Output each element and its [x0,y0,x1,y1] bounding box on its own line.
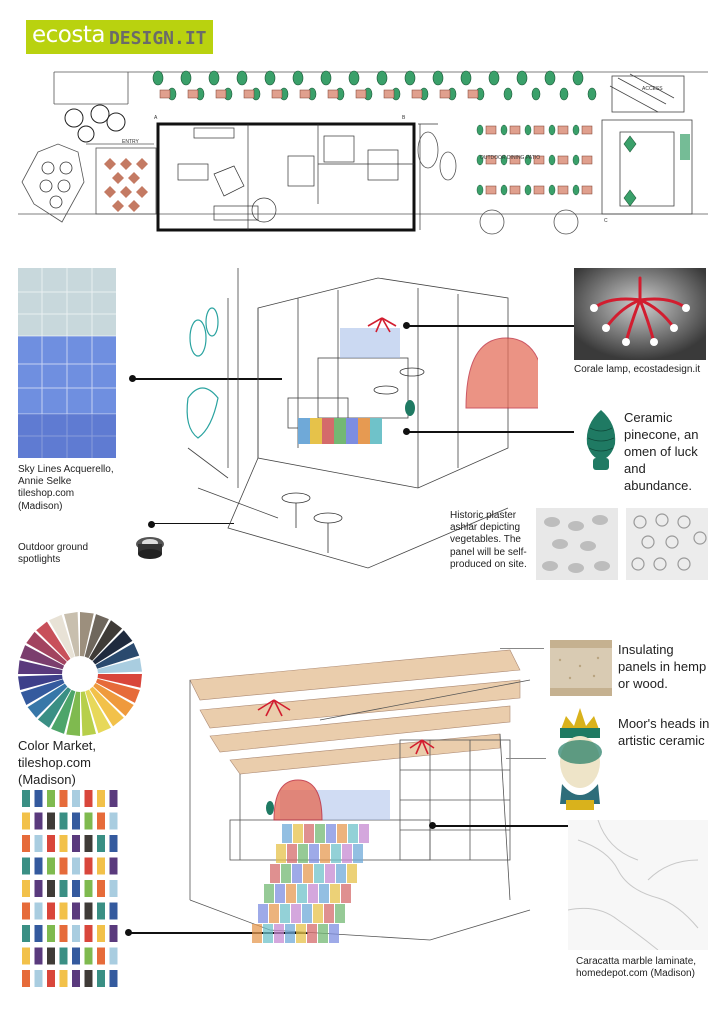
color-tile [22,858,30,875]
color-market-wheel [16,610,144,738]
sky-lines-tile-swatch [18,268,116,458]
tree-icon [549,125,555,135]
tree-icon [549,185,555,195]
color-tile [85,970,93,987]
floor-tile [274,924,284,943]
plan-label-access: ACCESS [642,86,663,92]
plaster-panel-photo-1 [536,508,618,580]
floor-tile [308,884,318,903]
leader-dot-pinecone [403,428,410,435]
spotlight-icon [134,534,168,564]
color-tile [72,970,80,987]
plan-marker-b: B [402,115,406,121]
floor-tile [336,864,346,883]
dining-table-icon [582,156,592,164]
color-tile [22,790,30,807]
color-tile [22,880,30,897]
dining-table-icon [300,90,310,98]
floor-tile [270,864,280,883]
tree-icon [588,88,596,100]
color-tile [97,948,105,965]
leader-dot-lamp [403,322,410,329]
leader-dot-marble [429,822,436,829]
tree-icon [549,155,555,165]
insulating-panel-photo [550,640,612,696]
tree-icon [265,71,275,85]
dining-table-icon [356,90,366,98]
color-market-tile-pattern [18,786,122,992]
tree-icon [545,71,555,85]
color-tile [110,813,118,830]
floor-tile [329,924,339,943]
leader-moor [506,758,546,759]
color-tile [47,858,55,875]
color-tile [110,948,118,965]
tree-icon [349,71,359,85]
floor-tile [348,824,358,843]
brand-logo [26,20,213,54]
color-tile [85,948,93,965]
plaster-panel-photo-2 [626,508,708,580]
floor-tile [263,924,273,943]
color-tile [35,948,43,965]
floor-tile [325,864,335,883]
dining-table-icon [582,126,592,134]
tree-icon [501,185,507,195]
color-tile [85,903,93,920]
color-tile [35,970,43,987]
floor-tile [307,924,317,943]
dining-table-icon [486,126,496,134]
color-tile [110,925,118,942]
floor-tile [286,884,296,903]
color-tile [47,813,55,830]
floor-tile [282,824,292,843]
tree-icon [501,125,507,135]
floor-tile [298,844,308,863]
color-tile [85,858,93,875]
color-tile [97,835,105,852]
tree-icon [477,125,483,135]
color-tile [60,970,68,987]
color-tile [47,970,55,987]
dining-table-icon [188,90,198,98]
color-tile [97,925,105,942]
caption-insulating: Insulating panels in hemp or wood. [618,642,707,691]
color-tile [72,790,80,807]
tree-icon [405,71,415,85]
color-tile [72,813,80,830]
tree-icon [525,125,531,135]
caption-color-market: Color Market, tileshop.com (Madison) [18,738,97,787]
floor-tile [287,844,297,863]
caption-moor: Moor's heads in artistic ceramic [618,716,710,748]
color-tile [22,948,30,965]
floor-tile [276,844,286,863]
dining-table-icon [510,126,520,134]
color-tile [35,835,43,852]
floor-tile [330,884,340,903]
color-tile [110,970,118,987]
floor-tile [281,864,291,883]
tree-icon [532,88,540,100]
wheel-center [64,658,96,690]
floor-tile [292,864,302,883]
caption-plaster: Historic plaster ashlar depicting vegetables. The panel will be self-produced on site. [450,510,527,570]
tree-icon [573,71,583,85]
dining-table-icon [558,126,568,134]
color-tile [97,858,105,875]
floor-tile [320,844,330,863]
color-tile [22,970,30,987]
caption-lamp: Corale lamp, ecostadesign.it [574,364,701,375]
dining-table-icon [486,186,496,194]
color-tile [110,790,118,807]
tree-icon [489,71,499,85]
dining-table-icon [412,90,422,98]
color-tile [97,903,105,920]
logo-text-secondary: DESIGN.IT [109,20,213,54]
color-tile [47,925,55,942]
color-tile [60,813,68,830]
color-tile [85,835,93,852]
floor-tile [324,904,334,923]
color-tile [72,903,80,920]
floor-tile [314,864,324,883]
color-tile [110,858,118,875]
dining-table-icon [558,186,568,194]
floor-tile [258,904,268,923]
color-tile [47,903,55,920]
dining-table-icon [534,126,544,134]
tree-icon [209,71,219,85]
color-tile [60,925,68,942]
caption-pinecone: Ceramic pinecone, an omen of luck and abundance. [624,410,699,493]
floor-tile [359,824,369,843]
tree-icon [517,71,527,85]
color-tile [35,790,43,807]
color-tile [22,813,30,830]
color-tile [35,880,43,897]
floor-tile [318,924,328,943]
color-tile [85,813,93,830]
color-tile [110,903,118,920]
logo-text-primary: ecosta [26,20,109,54]
moors-head-photo [548,704,612,812]
color-tile [72,835,80,852]
floor-tile [353,844,363,863]
color-tile [22,925,30,942]
floor-tile [296,924,306,943]
color-tile [60,948,68,965]
floor-tile [302,904,312,923]
marble-laminate-photo [568,820,708,950]
floor-tile [315,824,325,843]
color-tile [47,880,55,897]
tree-icon [433,71,443,85]
floor-tile [280,904,290,923]
leader-insulating [500,648,544,649]
color-tile [110,880,118,897]
caption-marble: Caracatta marble laminate, homedepot.com (Madison) [576,956,697,980]
color-tile [85,925,93,942]
tree-icon [504,88,512,100]
color-tile [85,790,93,807]
dining-table-icon [558,156,568,164]
color-tile [47,835,55,852]
tree-icon [153,71,163,85]
floor-tile [326,824,336,843]
color-tile [60,880,68,897]
color-tile [60,835,68,852]
floor-tile [331,844,341,863]
tree-icon [477,185,483,195]
plan-marker-a: A [154,115,158,121]
tree-icon [181,71,191,85]
dining-table-icon [272,90,282,98]
floor-plan [18,64,708,244]
plan-marker-c: C [604,218,608,224]
dining-table-icon [468,90,478,98]
color-tile [97,880,105,897]
color-tile [35,903,43,920]
floor-tile [304,824,314,843]
dining-table-icon [384,90,394,98]
floor-tile [347,864,357,883]
leader-dot-floor-tiles [125,929,132,936]
dining-table-icon [328,90,338,98]
color-tile [97,970,105,987]
dining-table-icon [160,90,170,98]
floor-tile [252,924,262,943]
floor-tile [341,884,351,903]
leader-lamp [406,325,574,327]
tree-icon [293,71,303,85]
color-tile [110,835,118,852]
pinecone-icon [582,408,620,472]
color-tile [72,948,80,965]
floor-tile [293,824,303,843]
tree-icon [237,71,247,85]
floor-tile [297,884,307,903]
floor-tile [291,904,301,923]
color-tile [22,835,30,852]
dining-table-icon [534,186,544,194]
tree-icon [573,155,579,165]
color-tile [35,858,43,875]
dining-table-icon [244,90,254,98]
tree-icon [321,71,331,85]
floor-tile [342,844,352,863]
color-tile [60,790,68,807]
leader-dot-tile [129,375,136,382]
tree-icon [573,125,579,135]
color-tile [97,790,105,807]
caption-tile: Sky Lines Acquerello, Annie Selke tileshop.com (Madison) [18,464,114,512]
color-tile [35,813,43,830]
floor-tile [264,884,274,903]
color-tile [47,790,55,807]
color-tile [22,903,30,920]
floor-tile [269,904,279,923]
leader-pinecone [406,431,574,433]
color-tile [35,925,43,942]
color-tile [97,813,105,830]
color-tile [72,925,80,942]
dining-table-icon [510,186,520,194]
leader-marble [432,825,576,827]
color-tile [72,858,80,875]
dining-table-icon [440,90,450,98]
floor-tile [275,884,285,903]
color-tile [60,858,68,875]
caption-spotlights: Outdoor ground spotlights [18,542,89,566]
tree-icon [525,185,531,195]
dining-table-icon [582,186,592,194]
floor-tile [313,904,323,923]
floor-tile [319,884,329,903]
floor-tile [337,824,347,843]
plan-label-entry: ENTRY [122,139,139,145]
tree-icon [461,71,471,85]
floor-tile [335,904,345,923]
floor-tile [285,924,295,943]
tree-icon [560,88,568,100]
dining-table-icon [216,90,226,98]
floor-tile [309,844,319,863]
color-tile [60,903,68,920]
color-tile [47,948,55,965]
tree-icon [573,185,579,195]
floor-tile [303,864,313,883]
color-tile [85,880,93,897]
color-tile [72,880,80,897]
coral-lamp-photo [574,268,706,360]
plan-label-patio: OUTDOOR DINING PATIO [480,155,541,161]
interior-sketch-dining-room [170,640,550,960]
tree-icon [377,71,387,85]
